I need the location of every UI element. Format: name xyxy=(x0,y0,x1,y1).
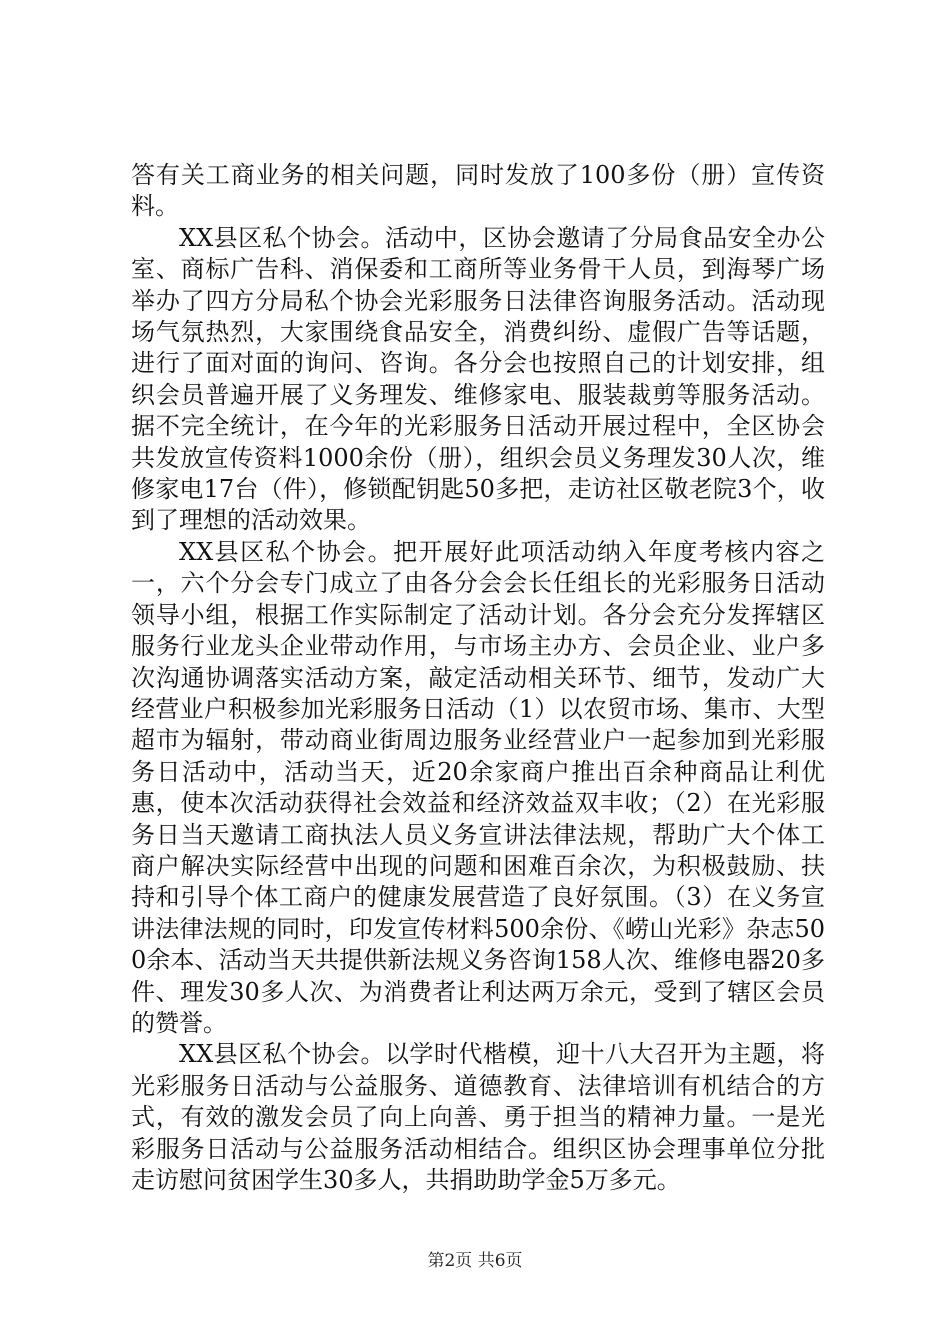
document-body xyxy=(131,160,825,1196)
paragraph-continuation: 答有关工商业务的相关问题，同时发放了100多份（册）宣传资料。 xyxy=(131,161,825,221)
paragraph-association-activity: XX县区私个协会。活动中，区协会邀请了分局食品安全办公室、商标广告科、消保委和工商所等业务骨干人员，到海琴广场举办了四方分局私个协会光彩服务日法律咨询服务活动。活动现场气氛热烈，大家围绕食品安全，消费纠纷、虚假广告等话题，进行了面对面的询问、咨询。各分会也按照自己的计划安排，组织会员普遍开展了义务理发、维修家电、服装裁剪等服务活动。据不完全统计，在今年的光彩服务日活动开展过程中，全区协会共发放宣传资料1000余份（册），组织会员义务理发30人次，维修家电17台（件），修锁配钥匙50多把，走访社区敬老院3个，收到了理想的活动效果。 xyxy=(131,223,825,535)
paragraph-association-theme: XX县区私个协会。以学时代楷模，迎十八大召开为主题，将光彩服务日活动与公益服务、道德教育、法律培训有机结合的方式，有效的激发会员了向上向善、勇于担当的精神力量。一是光彩服务日活动与公益服务活动相结合。组织区协会理事单位分批走访慰问贫困学生30多人，共捐助助学金5万多元。 xyxy=(131,1040,825,1194)
page-number-footer: 第2页 共6页 xyxy=(427,1251,523,1271)
paragraph-association-assessment: XX县区私个协会。把开展好此项活动纳入年度考核内容之一，六个分会专门成立了由各分会会长任组长的光彩服务日活动领导小组，根据工作实际制定了活动计划。各分会充分发挥辖区服务行业龙头企业带动作用，与市场主办方、会员企业、业户多次沟通协调落实活动方案，敲定活动相关环节、细节，发动广大经营业户积极参加光彩服务日活动（1）以农贸市场、集市、大型超市为辐射，带动商业街周边服务业经营业户一起参加到光彩服务日活动中，活动当天，近20余家商户推出百余种商品让利优惠，使本次活动获得社会效益和经济效益双丰收；（2）在光彩服务日当天邀请工商执法人员义务宣讲法律法规，帮助广大个体工商户解决实际经营中出现的问题和困难百余次，为积极鼓励、扶持和引导个体工商户的健康发展营造了良好氛围。（3）在义务宣讲法律法规的同时，印发宣传材料500余份、《崂山光彩》杂志500余本、活动当天共提供新法规义务咨询158人次、维修电器20多件、理发30多人次、为消费者让利达两万余元，受到了辖区会员的赞誉。 xyxy=(131,537,825,1037)
